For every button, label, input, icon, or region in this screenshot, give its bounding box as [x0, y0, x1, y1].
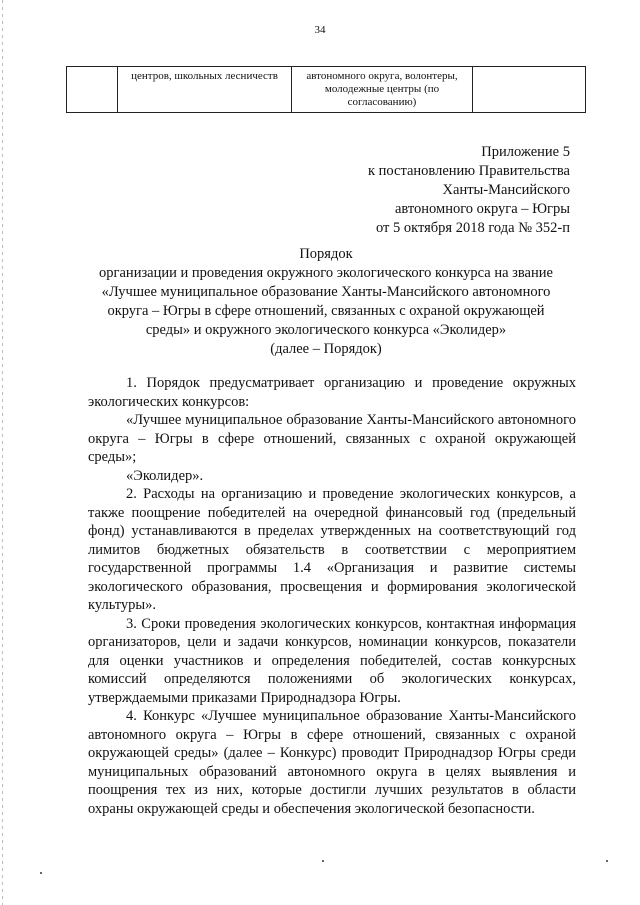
table-cell-participants: автономного округа, волонтеры, молодежные центры (по согласованию)	[292, 67, 473, 113]
scan-speck	[606, 860, 608, 862]
paragraph-1: 1. Порядок предусматривает организацию и проведение окружных экологических конкурсов:	[88, 375, 576, 410]
scan-speck	[322, 860, 324, 862]
continuation-table	[66, 66, 586, 113]
paragraph-4: 4. Конкурс «Лучшее муниципальное образование Ханты-Мансийского автономного округа – Югры в сфере отношений, связанных с охраной окружающей среды» (далее – Конкурс) проводит Природнадзор Югры среди муниципальных образований автономного округа в целях выявления и поощрения тех из них, которые достигли лучших результатов в области охраны окружающей среды и обеспечения экологической безопасности.	[88, 708, 576, 817]
page-number: 34	[314, 24, 326, 36]
table-cell-empty	[67, 67, 118, 113]
title-line: среды» и окружного экологического конкурса «Эколидер»	[145, 322, 507, 338]
table-row	[67, 67, 586, 113]
paragraph-1-item-a: «Лучшее муниципальное образование Ханты-Мансийского автономного округа – Югры в сфере отношений, связанных с охраной окружающей среды»;	[88, 412, 576, 465]
document-body	[88, 374, 576, 818]
appendix-number: Приложение 5	[481, 144, 570, 160]
paragraph-1-item-b: «Эколидер».	[126, 467, 204, 484]
title-heading: Порядок	[299, 246, 353, 262]
appendix-ref-line: к постановлению Правительства	[368, 163, 570, 179]
scan-edge	[2, 0, 3, 905]
document-title	[76, 245, 576, 359]
paragraph-2: 2. Расходы на организацию и проведение экологических конкурсов, а также поощрение победителей на очередной финансовый год (предельный фонд) устанавливаются в пределах утвержденных на соответствующий год лимитов бюджетных обязательств в соответствии с мероприятием государственной программы 1.4 «Организация и развитие системы экологического образования, просвещения и формирования экологической культуры».	[88, 486, 576, 613]
paragraph-3: 3. Сроки проведения экологических конкурсов, контактная информация организаторов, цели и задачи конкурсов, номинации конкурсов, показатели для оценки участников и определения победителей, состав конкурсных комиссий определяются положениями об экологических конкурсах, утверждаемыми приказами Природнадзора Югры.	[88, 615, 576, 706]
title-line: округа – Югры в сфере отношений, связанных с охраной окружающей	[107, 303, 545, 319]
title-note: (далее – Порядок)	[270, 341, 382, 357]
appendix-ref-line: Ханты-Мансийского	[442, 182, 570, 198]
title-line: «Лучшее муниципальное образование Ханты-Мансийского автономного	[101, 284, 551, 300]
scan-speck	[40, 872, 42, 874]
appendix-ref-line: автономного округа – Югры	[394, 201, 570, 217]
appendix-header	[310, 143, 570, 238]
title-line: организации и проведения окружного экологического конкурса на звание	[99, 265, 553, 281]
table-cell-empty-last	[473, 67, 586, 113]
table-cell-institutions: центров, школьных лесничеств	[118, 67, 292, 113]
appendix-date: от 5 октября 2018 года № 352-п	[375, 220, 570, 236]
